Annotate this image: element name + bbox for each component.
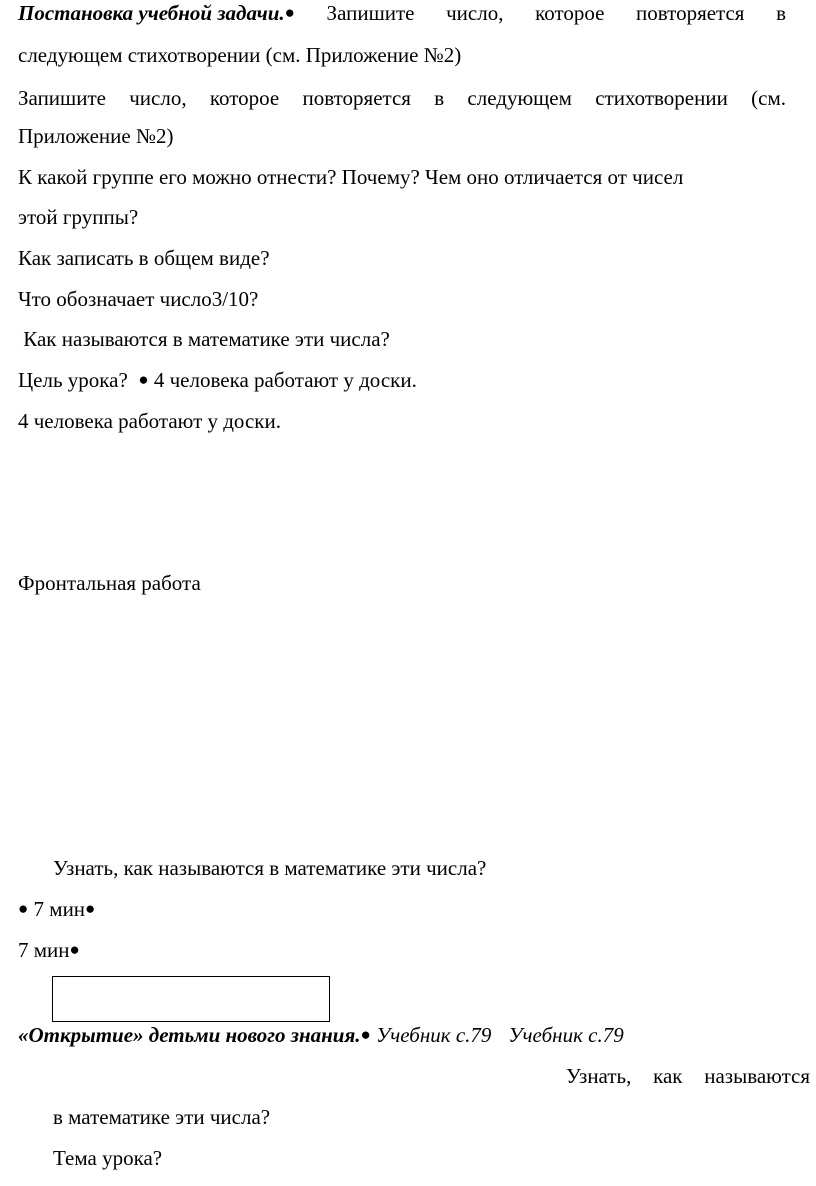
task-repeat-line <box>18 85 786 111</box>
question-line: Как называются в математике эти числа? <box>18 327 390 351</box>
word: Запишите <box>326 1 415 25</box>
word: повторяется <box>302 86 411 110</box>
lesson-topic-question: Тема урока? <box>53 1146 163 1170</box>
empty-text-box <box>52 976 330 1022</box>
section-heading-task: Постановка учебной задачи. <box>18 1 285 25</box>
bullet-icon: ● <box>18 899 29 918</box>
word: стихотворении <box>595 86 728 110</box>
task-heading-group <box>18 0 295 26</box>
bullet-icon: ● <box>138 370 149 389</box>
word: следующем <box>467 86 572 110</box>
word: Узнать, <box>566 1064 632 1088</box>
question-line: Что обозначает число3/10? <box>18 287 259 311</box>
textbook-reference: Учебник с.79 <box>370 1023 492 1047</box>
word: (см. <box>751 86 786 110</box>
text-line: этой группы? <box>18 205 139 229</box>
word: которое <box>209 86 280 110</box>
frontal-work-label: Фронтальная работа <box>18 571 201 595</box>
task-statement-line <box>18 0 786 26</box>
bullet-icon: ● <box>85 899 96 918</box>
word: в <box>776 1 786 25</box>
lesson-goal-line <box>18 367 417 393</box>
time-value: 7 мин <box>28 897 86 921</box>
question-line: К какой группе его можно отнести? Почему? Чем оно отличается от чисел <box>18 165 684 189</box>
bullet-icon: ● <box>69 940 80 959</box>
bullet-icon: ● <box>360 1025 371 1044</box>
word: повторяется <box>636 1 745 25</box>
word: число, <box>446 1 504 25</box>
board-work-line: 4 человека работают у доски. <box>18 409 281 433</box>
text-line: следующем стихотворении (см. Приложение №2) <box>18 43 462 67</box>
word: называются <box>704 1064 810 1088</box>
bullet-icon: ● <box>284 3 295 22</box>
word: число, <box>129 86 187 110</box>
question-line: Как записать в общем виде? <box>18 246 270 270</box>
word: Запишите <box>18 86 106 110</box>
section-heading-discovery: «Открытие» детьми нового знания. <box>18 1023 361 1047</box>
question-line: Узнать, как называются в математике эти числа? <box>53 856 487 880</box>
board-work-note: 4 человека работают у доски. <box>148 368 417 392</box>
time-line <box>18 896 95 922</box>
time-line <box>18 937 80 963</box>
word: в <box>434 86 445 110</box>
textbook-reference: Учебник с.79 <box>508 1023 624 1047</box>
question-line: в математике эти числа? <box>53 1105 271 1129</box>
discovery-line <box>18 1022 624 1048</box>
text-line: Приложение №2) <box>18 124 174 148</box>
lesson-goal-question: Цель урока? <box>18 368 139 392</box>
question-line-right <box>566 1063 810 1089</box>
time-value: 7 мин <box>18 938 70 962</box>
word: как <box>653 1064 683 1088</box>
word: которое <box>535 1 605 25</box>
